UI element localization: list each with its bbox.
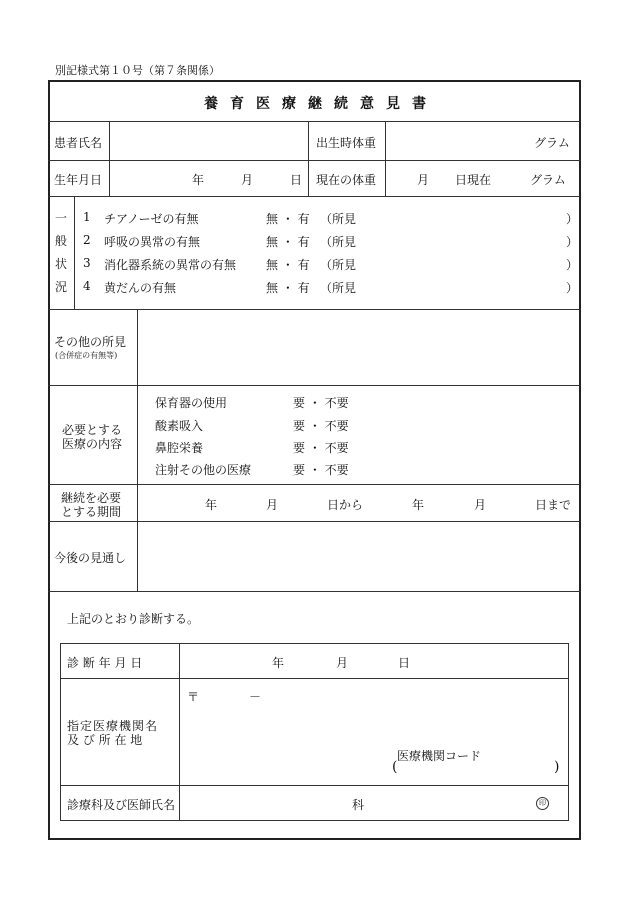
treatment-item-choice: 要 ・ 不要	[293, 463, 349, 477]
birth-day-label: 日	[290, 173, 303, 187]
other-findings-sublabel: (合併症の有無等)	[55, 351, 118, 360]
general-char: 況	[55, 280, 68, 294]
current-as-of-label: 日現在	[455, 173, 492, 187]
general-char: 一	[55, 211, 68, 225]
item-close: ）	[566, 235, 579, 249]
divider	[48, 591, 581, 592]
divider	[109, 121, 110, 196]
item-number: 1	[83, 210, 91, 224]
diagnosis-year-label: 年	[272, 656, 285, 670]
treatment-item-label: 保育器の使用	[155, 396, 228, 410]
item-choice: 無 ・ 有	[266, 212, 310, 226]
needed-treatment-label: 必要とする	[62, 423, 123, 437]
item-label: 消化器系統の異常の有無	[104, 258, 237, 272]
divider	[137, 309, 138, 591]
postal-mark: 〒	[187, 690, 200, 704]
institution-label: 指定医療機関名	[67, 719, 159, 733]
divider	[74, 196, 75, 309]
seal-icon: 印	[536, 797, 549, 810]
birth-month-label: 月	[241, 173, 254, 187]
item-choice: 無 ・ 有	[266, 281, 310, 295]
period-label: とする期間	[61, 505, 122, 519]
birth-year-label: 年	[192, 173, 205, 187]
doctor-label: 診療科及び医師氏名	[67, 798, 176, 812]
item-close: ）	[566, 281, 579, 295]
period-year-from: 年	[205, 498, 218, 512]
general-char: 状	[55, 257, 68, 271]
period-label: 継続を必要	[61, 491, 122, 505]
birth-weight-unit: グラム	[534, 136, 570, 150]
birth-weight-label: 出生時体重	[316, 136, 377, 150]
item-choice: 無 ・ 有	[266, 235, 310, 249]
general-char: 般	[55, 234, 68, 248]
treatment-item-label: 酸素吸入	[155, 419, 204, 433]
postal-dash: －	[249, 690, 262, 704]
patient-name-label: 患者氏名	[54, 136, 103, 150]
divider	[48, 121, 581, 122]
treatment-item-label: 鼻腔栄養	[155, 441, 204, 455]
period-year-to: 年	[412, 498, 425, 512]
code-open-paren: (	[392, 759, 398, 775]
divider	[48, 385, 581, 386]
diagnosis-date-label: 診 断 年 月 日	[67, 656, 143, 670]
outlook-label: 今後の見通し	[54, 551, 127, 565]
needed-treatment-label: 医療の内容	[62, 437, 123, 451]
item-label: 黄だんの有無	[104, 281, 177, 295]
item-finding: （所見	[320, 281, 357, 295]
divider	[179, 643, 180, 821]
current-weight-label: 現在の体重	[316, 173, 377, 187]
treatment-item-choice: 要 ・ 不要	[293, 419, 349, 433]
current-weight-unit: グラム	[530, 173, 566, 187]
item-label: 呼吸の異常の有無	[104, 235, 201, 249]
item-finding: （所見	[320, 212, 357, 226]
item-number: 2	[83, 233, 91, 247]
divider	[60, 785, 569, 786]
divider	[48, 309, 581, 310]
treatment-item-choice: 要 ・ 不要	[293, 441, 349, 455]
item-close: ）	[566, 212, 579, 226]
item-close: ）	[566, 258, 579, 272]
divider	[48, 521, 581, 522]
divider	[48, 484, 581, 485]
item-number: 3	[83, 256, 91, 270]
period-until: 日まで	[535, 498, 572, 512]
department-suffix: 科	[352, 798, 365, 812]
item-label: チアノーゼの有無	[104, 212, 199, 226]
item-finding: （所見	[320, 235, 357, 249]
institution-code-label: 医療機関コード	[397, 749, 482, 763]
other-findings-label: その他の所見	[54, 335, 127, 349]
period-from: 日から	[327, 498, 364, 512]
period-month-from: 月	[266, 498, 279, 512]
general-status-heading	[55, 207, 67, 299]
diagnosis-statement: 上記のとおり診断する。	[67, 612, 200, 626]
treatment-item-label: 注射その他の医療	[155, 463, 252, 477]
item-finding: （所見	[320, 258, 357, 272]
birthdate-label: 生年月日	[54, 173, 103, 187]
treatment-item-choice: 要 ・ 不要	[293, 396, 349, 410]
divider	[48, 160, 581, 161]
divider	[308, 121, 309, 196]
diagnosis-day-label: 日	[398, 656, 411, 670]
item-choice: 無 ・ 有	[266, 258, 310, 272]
divider	[385, 121, 386, 196]
form-reference: 別記様式第１０号（第７条関係）	[55, 64, 220, 77]
current-month-label: 月	[417, 173, 430, 187]
code-close-paren: )	[554, 759, 560, 775]
divider	[48, 196, 581, 197]
institution-label: 及 び 所 在 地	[67, 733, 143, 747]
diagnosis-month-label: 月	[336, 656, 349, 670]
period-month-to: 月	[474, 498, 487, 512]
item-number: 4	[83, 279, 91, 293]
divider	[60, 678, 569, 679]
page-title: 養育医療継続意見書	[204, 96, 438, 112]
